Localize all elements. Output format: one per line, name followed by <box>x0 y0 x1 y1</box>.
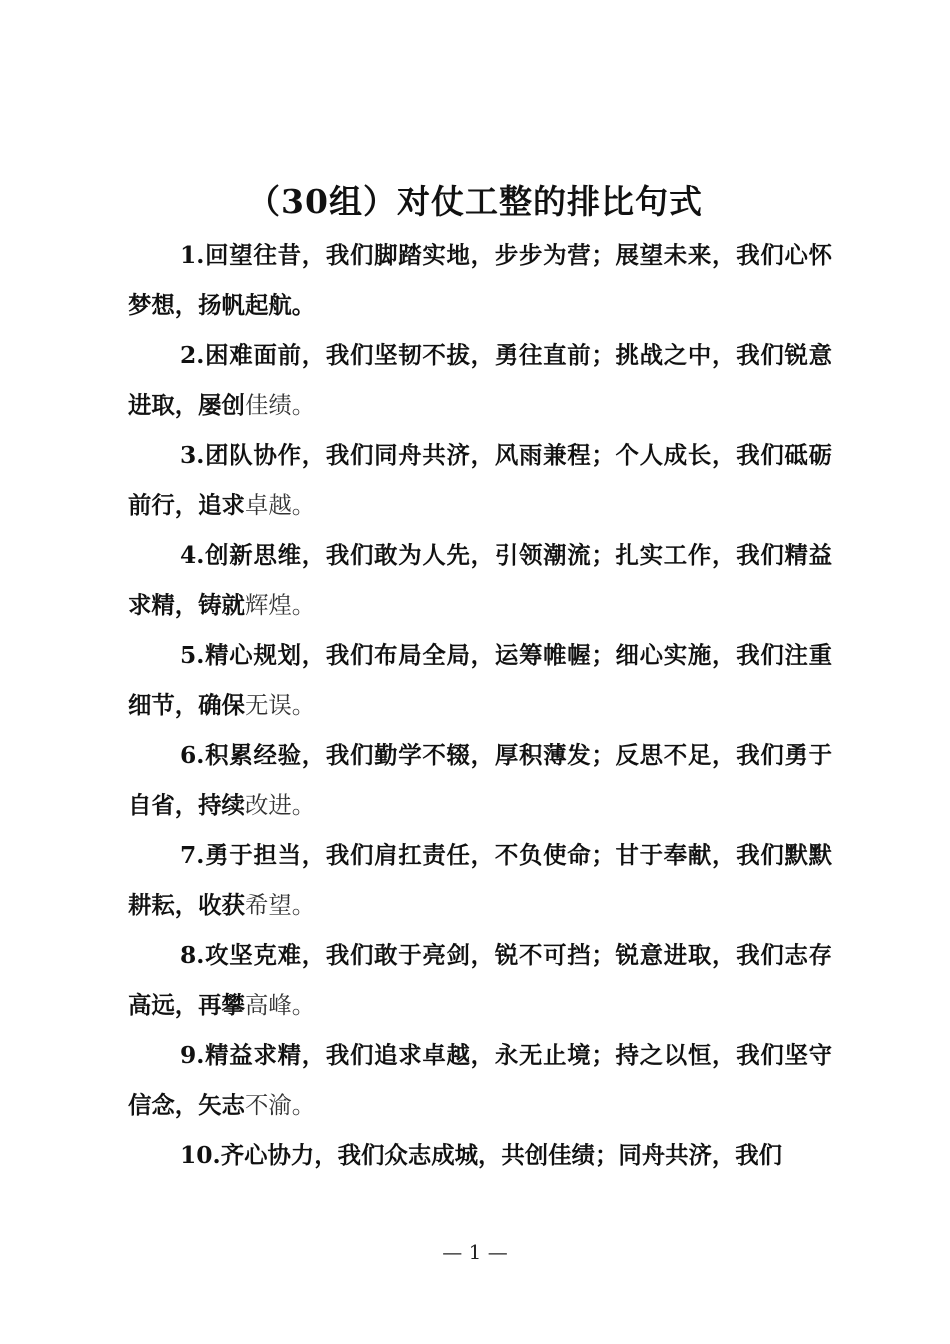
paragraph-5 <box>128 630 832 730</box>
paragraph-9 <box>128 1030 832 1130</box>
paragraph-tail: 卓越。 <box>244 491 316 519</box>
paragraph-7 <box>128 830 832 930</box>
paragraph-1 <box>128 230 832 330</box>
paragraph-6 <box>128 730 832 830</box>
paragraph-tail: 无误。 <box>244 691 316 719</box>
paragraph-tail: 希望。 <box>244 891 316 919</box>
paragraph-3 <box>128 430 832 530</box>
paragraph-text: 3.团队协作，我们同舟共济，风雨兼程；个人成长，我们砥砺前行，追求 <box>128 441 832 519</box>
paragraph-10 <box>128 1130 832 1180</box>
paragraph-text: 2.困难面前，我们坚韧不拔，勇往直前；挑战之中，我们锐意进取，屡创 <box>128 341 832 419</box>
paragraph-text: 5.精心规划，我们布局全局，运筹帷幄；细心实施，我们注重细节，确保 <box>128 641 832 719</box>
paragraph-4 <box>128 530 832 630</box>
paragraph-text: 10.齐心协力，我们众志成城，共创佳绩；同舟共济，我们 <box>180 1141 783 1169</box>
page-number: — 1 — <box>442 1240 508 1264</box>
paragraph-text: 6.积累经验，我们勤学不辍，厚积薄发；反思不足，我们勇于自省，持续 <box>128 741 832 819</box>
paragraph-text: 8.攻坚克难，我们敢于亮剑，锐不可挡；锐意进取，我们志存高远，再攀 <box>128 941 832 1019</box>
paragraph-text: 7.勇于担当，我们肩扛责任，不负使命；甘于奉献，我们默默耕耘，收获 <box>128 841 832 919</box>
paragraph-text: 4.创新思维，我们敢为人先，引领潮流；扎实工作，我们精益求精，铸就 <box>128 541 832 619</box>
paragraph-2 <box>128 330 832 430</box>
document-body <box>128 230 832 1180</box>
document-title: （30组）对仗工整的排比句式 <box>247 182 703 221</box>
paragraph-tail: 不渝。 <box>244 1091 316 1119</box>
paragraph-tail: 佳绩。 <box>244 391 316 419</box>
paragraph-tail: 高峰。 <box>244 991 316 1019</box>
paragraph-text: 1.回望往昔，我们脚踏实地，步步为营；展望未来，我们心怀梦想，扬帆起航。 <box>128 241 832 319</box>
paragraph-tail: 改进。 <box>244 791 316 819</box>
paragraph-text: 9.精益求精，我们追求卓越，永无止境；持之以恒，我们坚守信念，矢志 <box>128 1041 832 1119</box>
paragraph-tail: 辉煌。 <box>244 591 316 619</box>
paragraph-8 <box>128 930 832 1030</box>
